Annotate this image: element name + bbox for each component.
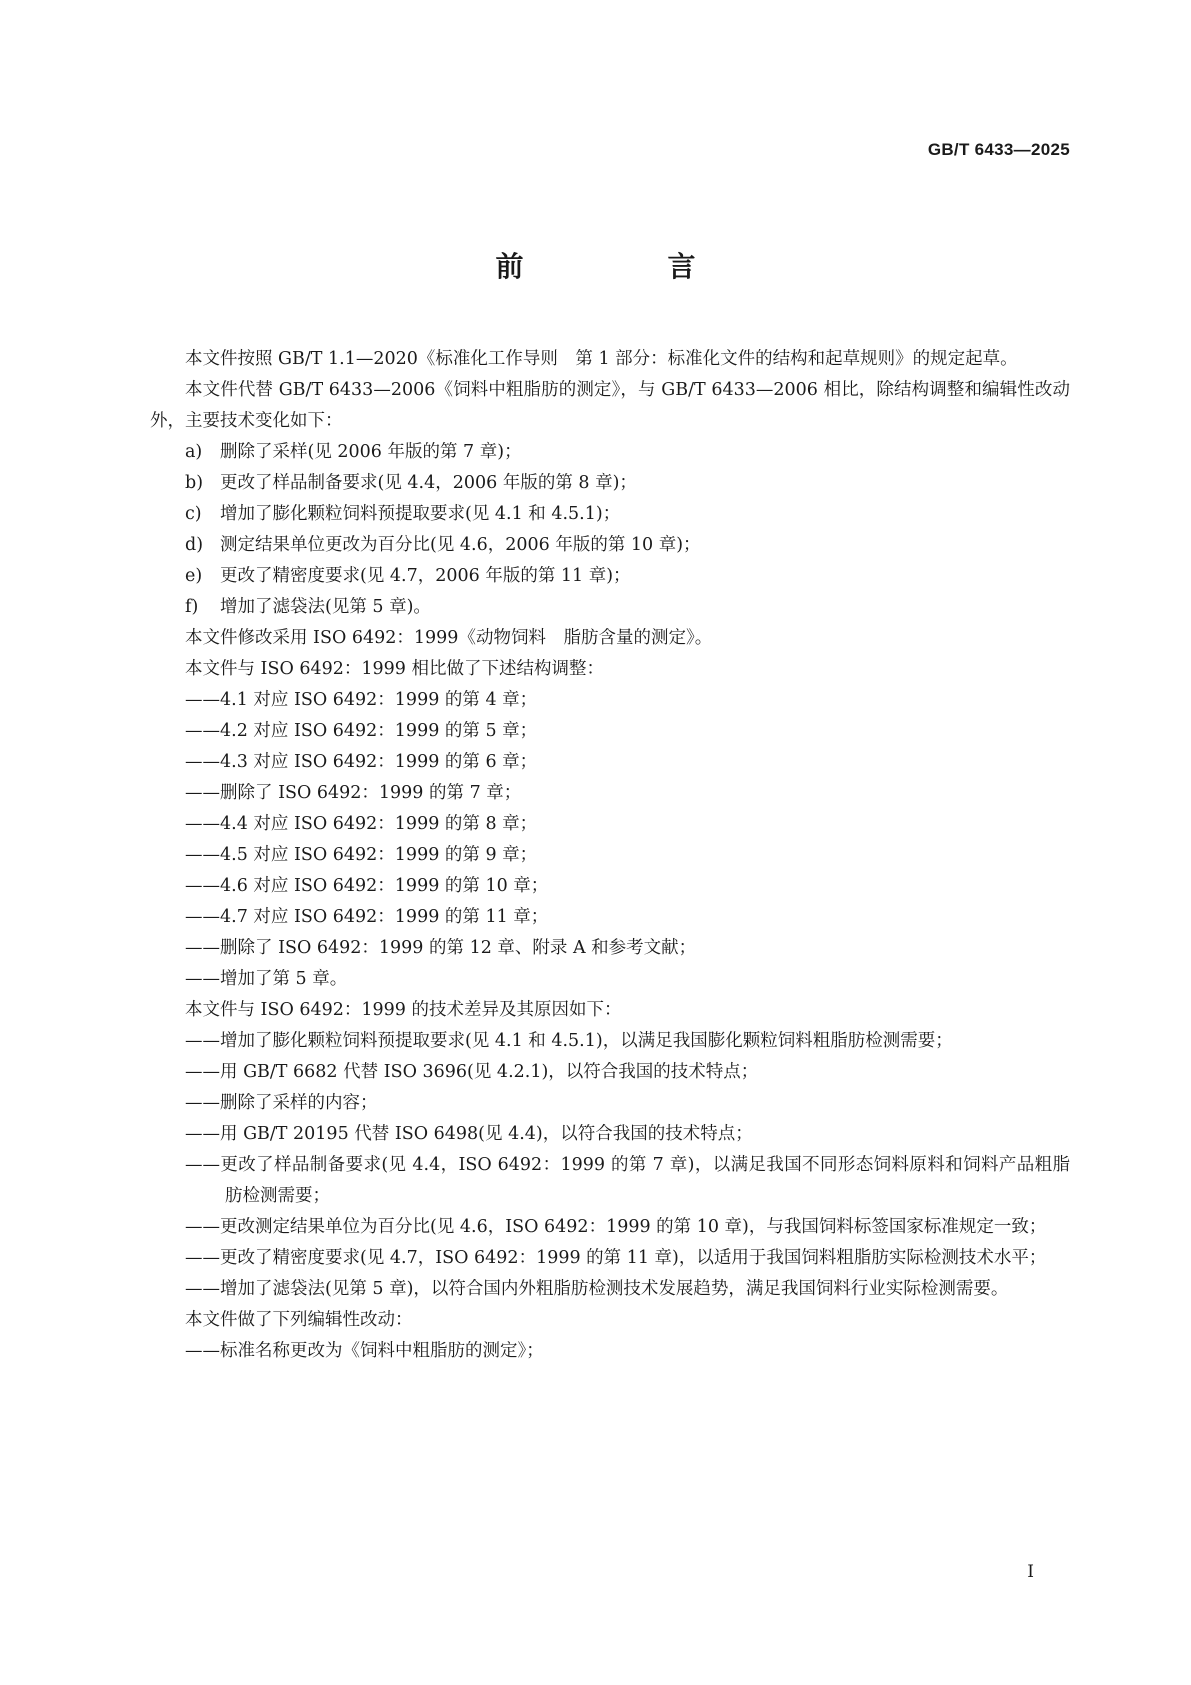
dash-item: ——增加了滤袋法(见第 5 章)，以符合国内外粗脂肪检测技术发展趋势，满足我国饲料行业实际检测需要。	[185, 1279, 1009, 1299]
item-text: 删除了采样(见 2006 年版的第 7 章)；	[220, 442, 522, 462]
dash-item: ——更改了样品制备要求(见 4.4，ISO 6492：1999 的第 7 章)，以满足我国不同形态饲料原料和饲料产品粗脂肪检测需要；	[185, 1155, 1070, 1206]
dash-item: ——用 GB/T 6682 代替 ISO 3696(见 4.2.1)，以符合我国的技术特点；	[185, 1062, 759, 1082]
dash-item: ——增加了第 5 章。	[185, 969, 348, 989]
dash-item: ——删除了 ISO 6492：1999 的第 7 章；	[185, 783, 522, 803]
list-item	[150, 561, 1070, 592]
item-text: 测定结果单位更改为百分比(见 4.6，2006 年版的第 10 章)；	[220, 535, 701, 555]
page-number: I	[1027, 1562, 1034, 1582]
dash-item: ——4.7 对应 ISO 6492：1999 的第 11 章；	[185, 907, 549, 927]
item-text: 增加了膨化颗粒饲料预提取要求(见 4.1 和 4.5.1)；	[220, 504, 621, 524]
drafting-rule-paragraph: 本文件按照 GB/T 1.1—2020《标准化工作导则 第 1 部分：标准化文件的结构和起草规则》的规定起草。	[185, 349, 1018, 369]
list-item	[150, 468, 1070, 499]
dash-item: ——删除了 ISO 6492：1999 的第 12 章、附录 A 和参考文献；	[185, 938, 697, 958]
dash-item: ——4.5 对应 ISO 6492：1999 的第 9 章；	[185, 845, 538, 865]
dash-item: ——删除了采样的内容；	[185, 1093, 378, 1113]
item-text: 更改了精密度要求(见 4.7，2006 年版的第 11 章)；	[220, 566, 631, 586]
list-item	[150, 530, 1070, 561]
dash-item: ——4.6 对应 ISO 6492：1999 的第 10 章；	[185, 876, 549, 896]
document-body	[150, 344, 1070, 1367]
item-text: 增加了滤袋法(见第 5 章)。	[220, 597, 431, 617]
adoption-paragraph: 本文件修改采用 ISO 6492：1999《动物饲料 脂肪含量的测定》。	[185, 628, 713, 648]
item-label: f)	[185, 597, 199, 617]
structure-adjustments-list	[150, 685, 1070, 995]
dash-item: ——用 GB/T 20195 代替 ISO 6498(见 4.4)，以符合我国的技术特点；	[185, 1124, 753, 1144]
editorial-intro-paragraph: 本文件做了下列编辑性改动：	[185, 1310, 413, 1330]
item-label: c)	[185, 504, 202, 524]
dash-item: ——标准名称更改为《饲料中粗脂肪的测定》；	[185, 1341, 544, 1361]
structure-intro-paragraph: 本文件与 ISO 6492：1999 相比做了下述结构调整：	[185, 659, 605, 679]
item-text: 更改了样品制备要求(见 4.4，2006 年版的第 8 章)；	[220, 473, 637, 493]
page-title: 前 言	[495, 250, 754, 283]
list-item	[150, 592, 1070, 623]
editorial-changes-list	[150, 1336, 1070, 1367]
technical-differences-list	[150, 1026, 1070, 1305]
dash-item: ——4.1 对应 ISO 6492：1999 的第 4 章；	[185, 690, 538, 710]
standard-number: GB/T 6433—2025	[927, 140, 1070, 159]
dash-item: ——4.3 对应 ISO 6492：1999 的第 6 章；	[185, 752, 538, 772]
dash-item: ——增加了膨化颗粒饲料预提取要求(见 4.1 和 4.5.1)，以满足我国膨化颗粒饲料粗脂肪检测需要；	[185, 1031, 953, 1051]
technical-changes-list	[150, 437, 1070, 623]
replacement-paragraph: 本文件代替 GB/T 6433—2006《饲料中粗脂肪的测定》，与 GB/T 6433—2006 相比，除结构调整和编辑性改动外，主要技术变化如下：	[150, 380, 1070, 431]
item-label: d)	[185, 535, 204, 555]
dash-item: ——4.4 对应 ISO 6492：1999 的第 8 章；	[185, 814, 538, 834]
differences-intro-paragraph: 本文件与 ISO 6492：1999 的技术差异及其原因如下：	[185, 1000, 622, 1020]
item-label: e)	[185, 566, 203, 586]
item-label: b)	[185, 473, 204, 493]
dash-item: ——更改了精密度要求(见 4.7，ISO 6492：1999 的第 11 章)，以适用于我国饲料粗脂肪实际检测技术水平；	[185, 1248, 1047, 1268]
list-item	[150, 437, 1070, 468]
dash-item: ——4.2 对应 ISO 6492：1999 的第 5 章；	[185, 721, 538, 741]
item-label: a)	[185, 442, 203, 462]
list-item	[150, 499, 1070, 530]
dash-item: ——更改测定结果单位为百分比(见 4.6，ISO 6492：1999 的第 10 章)，与我国饲料标签国家标准规定一致；	[185, 1217, 1047, 1237]
